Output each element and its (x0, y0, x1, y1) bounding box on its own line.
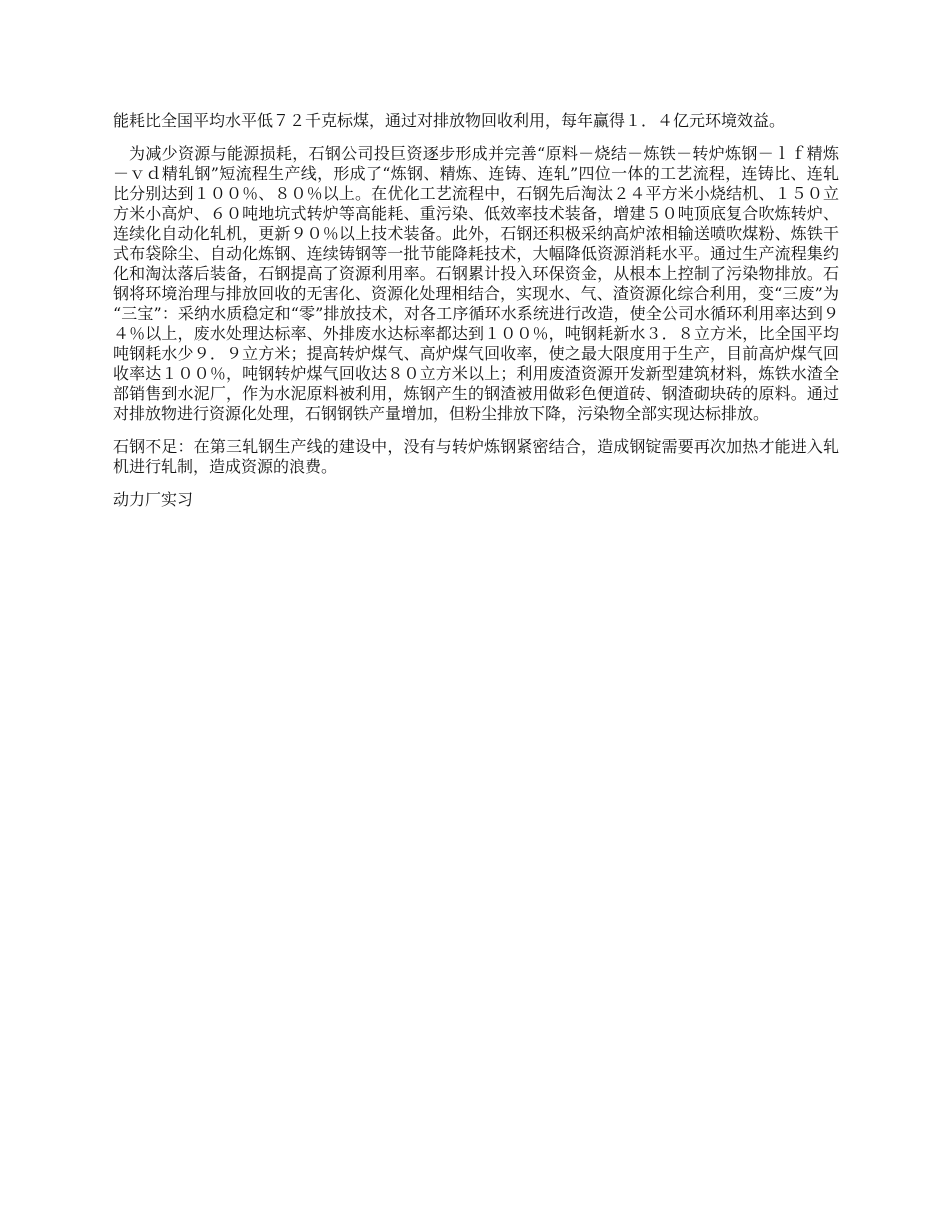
paragraph-energy-consumption: 能耗比全国平均水平低７２千克标煤，通过对排放物回收利用，每年赢得１．４亿元环境效益。 (113, 111, 786, 130)
document-page (113, 111, 839, 523)
section-heading-power-plant: 动力厂实习 (113, 490, 194, 509)
paragraph-shortcomings: 石钢不足：在第三轧钢生产线的建设中，没有与转炉炼钢紧密结合，造成钢锭需要再次加热才能进入轧机进行轧制，造成资源的浪费。 (113, 437, 839, 476)
paragraph-resource-saving: 为减少资源与能源损耗，石钢公司投巨资逐步形成并完善“原料－烧结－炼铁－转炉炼钢－ｌｆ精炼－ｖｄ精轧钢”短流程生产线，形成了“炼钢、精炼、连铸、连轧”四位一体的工艺流程，连铸比、连轧比分别达到１００％、８０％以上。在优化工艺流程中，石钢先后淘汰２４平方米小烧结机、１５０立方米小高炉、６０吨地坑式转炉等高能耗、重污染、低效率技术装备，增建５０吨顶底复合吹炼转炉、连续化自动化轧机，更新９０％以上技术装备。此外，石钢还积极采纳高炉浓相输送喷吹煤粉、炼铁干式布袋除尘、自动化炼钢、连续铸钢等一批节能降耗技术，大幅降低资源消耗水平。通过生产流程集约化和淘汰落后装备，石钢提高了资源利用率。石钢累计投入环保资金，从根本上控制了污染物排放。石钢将环境治理与排放回收的无害化、资源化处理相结合，实现水、气、渣资源化综合利用，变“三废”为“三宝”：采纳水质稳定和“零”排放技术，对各工序循环水系统进行改造，使全公司水循环利用率达到９４％以上，废水处理达标率、外排废水达标率都达到１００％，吨钢耗新水３．８立方米，比全国平均吨钢耗水少９．９立方米；提高转炉煤气、高炉煤气回收率，使之最大限度用于生产，目前高炉煤气回收率达１００％，吨钢转炉煤气回收达８０立方米以上；利用废渣资源开发新型建筑材料，炼铁水渣全部销售到水泥厂，作为水泥原料被利用，炼钢产生的钢渣被用做彩色便道砖、钢渣砌块砖的原料。通过对排放物进行资源化处理，石钢钢铁产量增加，但粉尘排放下降，污染物全部实现达标排放。 (113, 144, 839, 423)
